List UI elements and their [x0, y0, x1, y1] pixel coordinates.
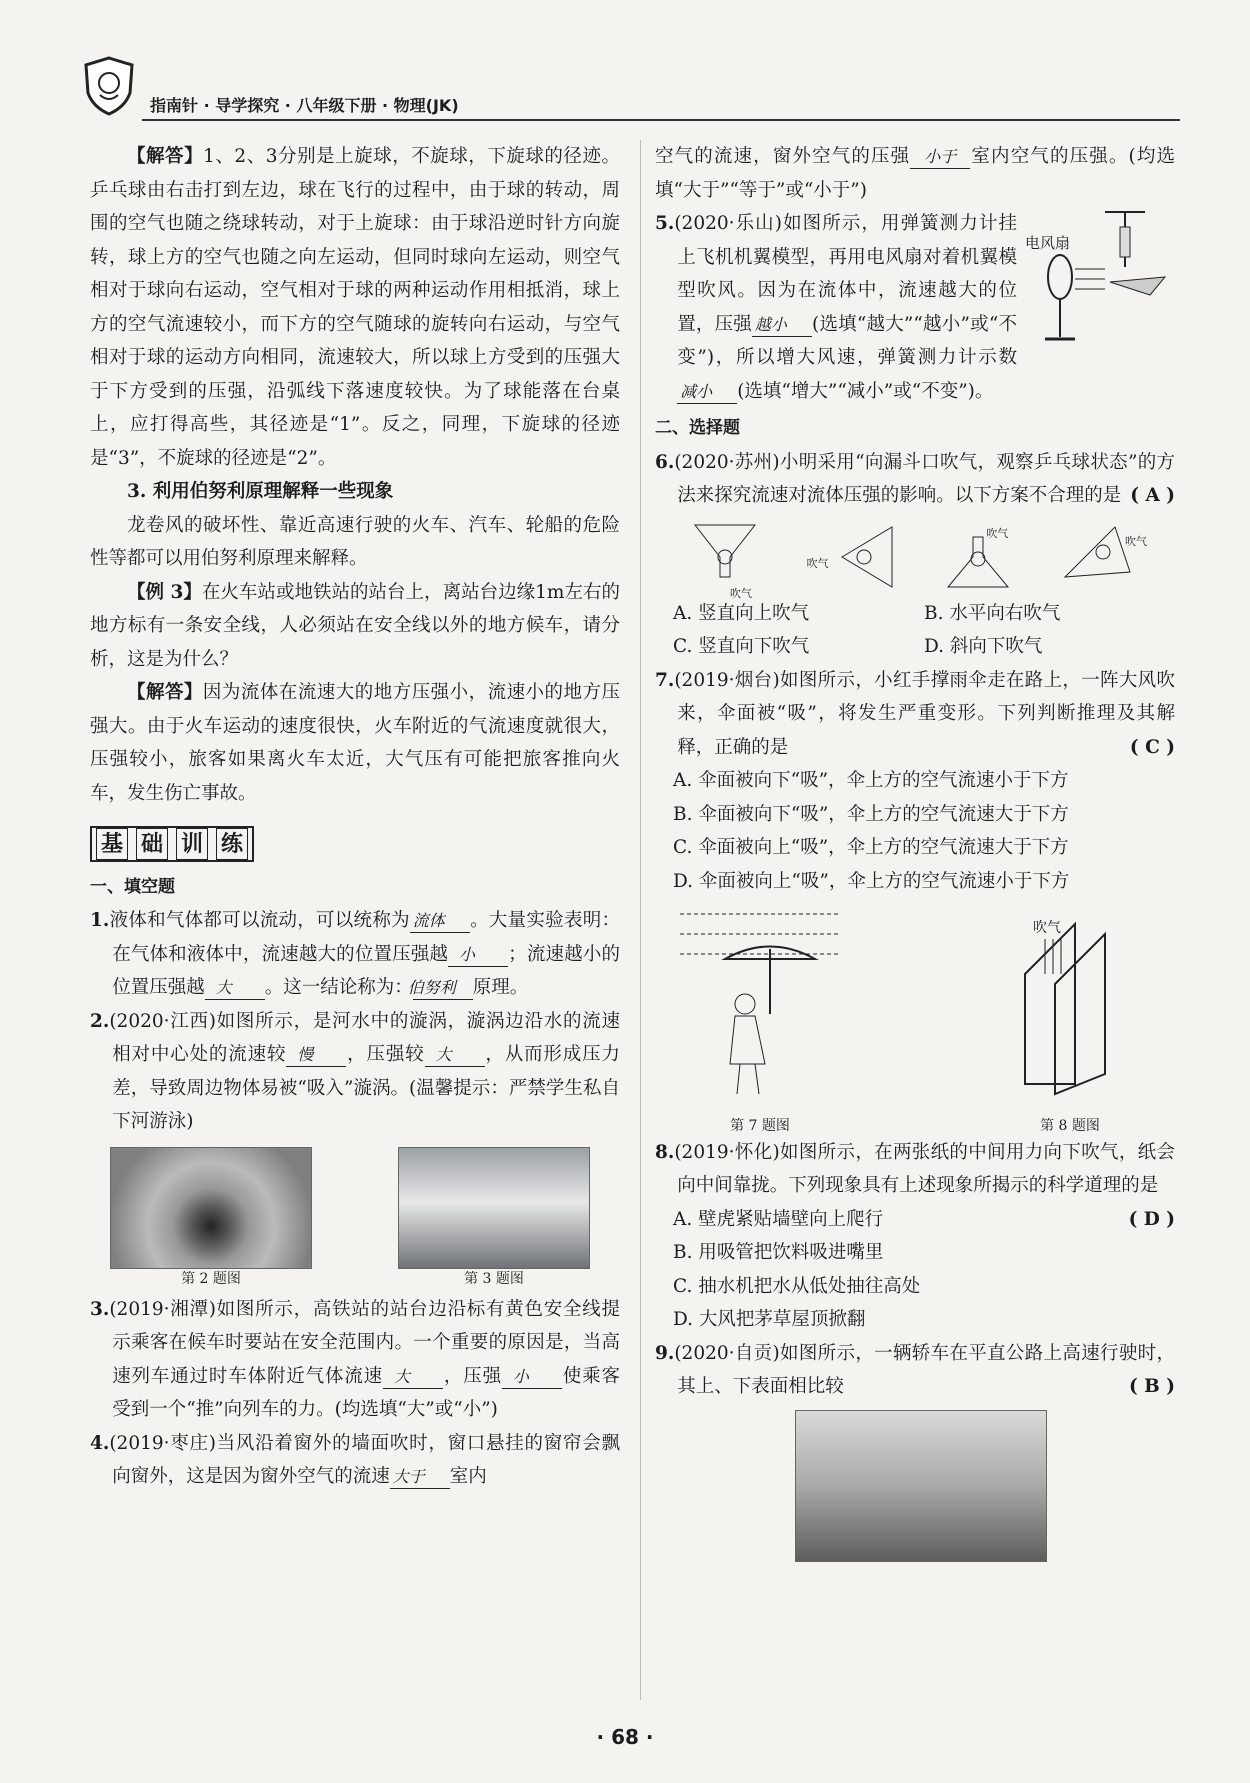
option: A. 壁虎紧贴墙壁向上爬行	[673, 1208, 884, 1230]
caption-fig3: 第 3 题图	[464, 1270, 524, 1287]
question-6: 6.(2020·苏州)小明采用“向漏斗口吹气，观察乒乓球状态”的方法来探究流速对流体压强的影响。以下方案不合理的是 ( A )	[655, 446, 1175, 513]
question-7: 7.(2019·烟台)如图所示，小红手撑雨伞走在路上，一阵大风吹来，伞面被“吸”，将发生严重变形。下列判断推理及其解释，正确的是 ( C )	[655, 664, 1175, 765]
section-fill-blank: 一、填空题	[90, 876, 175, 897]
answer-blank: 小	[502, 1366, 562, 1389]
answer-blank: 大	[425, 1044, 485, 1067]
option: B. 伞面被向下“吸”，伞上方的空气流速大于下方	[673, 803, 1069, 825]
answer-blank: 越小	[752, 314, 812, 337]
choice-answer: ( A )	[1130, 485, 1175, 506]
page-number: · 68 ·	[596, 1725, 654, 1749]
funnel-figures: 吹气 吹气 吹气 吹气	[675, 517, 1155, 597]
figures-2-3	[110, 1147, 590, 1289]
answer-blank: 减小	[677, 381, 737, 404]
q8-options	[655, 1203, 1175, 1337]
header-title: 指南针 · 导学探究 · 八年级下册 · 物理(JK)	[150, 96, 459, 115]
option: D. 斜向下吹气	[924, 636, 1043, 657]
option: A. 伞面被向下“吸”，伞上方的空气流速小于下方	[673, 770, 1069, 791]
left-column	[90, 140, 620, 1494]
figures-7-8	[675, 904, 1145, 1136]
q7-options	[655, 764, 1175, 898]
fan-figure	[1025, 207, 1175, 347]
question-4: 4.(2019·枣庄)当风沿着窗外的墙面吹时，窗口悬挂的窗帘会飘向窗外，这是因为窗外空气的流速 大于 室内	[90, 1432, 620, 1487]
option: B. 水平向右吹气	[924, 602, 1061, 624]
choice-answer: ( D )	[1128, 1208, 1175, 1230]
answer-blank: 大于	[390, 1466, 450, 1489]
fan-wing-diagram-icon	[1025, 207, 1175, 347]
train-photo	[398, 1147, 590, 1269]
right-column	[655, 140, 1175, 1562]
fan-label: 电风扇	[1025, 234, 1071, 252]
option: D. 伞面被向上“吸”，伞上方的空气流速小于下方	[673, 870, 1070, 892]
option: A. 竖直向上吹气	[673, 602, 810, 624]
choice-answer: ( B )	[1128, 1376, 1175, 1397]
para-3: 龙卷风的破坏性、靠近高速行驶的火车、汽车、轮船的危险性等都可以用伯努利原理来解释。	[90, 514, 620, 569]
option: C. 伞面被向上“吸”，伞上方的空气流速大于下方	[673, 837, 1069, 858]
answer-blank: 伯努利	[413, 977, 473, 1000]
caption-fig8: 第 8 题图	[1040, 1117, 1100, 1134]
heading-3: 3. 利用伯努利原理解释一些现象	[127, 481, 394, 502]
question-4-continued: 空气的流速，窗外空气的压强 小于 室内空气的压强。(均选填“大于”“等于”或“小于”)	[655, 146, 1175, 201]
answer-blank: 慢	[286, 1044, 346, 1067]
choice-answer: ( C )	[1129, 736, 1175, 758]
option: C. 竖直向下吹气	[673, 636, 810, 657]
question-5: 5.(2020·乐山)如图所示，用弹簧测力计挂上飞机机翼模型，再用电风扇对着机翼模型吹风。因为在流体中，流速越大的位置，压强 越小 (选填“越大”“越小”或“不变”)，所以增大风速，弹簧测力计示数减小 (选填“增大”“减小”或“不变”)。	[655, 213, 1017, 402]
answer-blank: 大	[383, 1366, 443, 1389]
answer-blank: 小	[448, 944, 508, 967]
car-photo	[795, 1410, 1047, 1562]
caption-fig2: 第 2 题图	[181, 1270, 241, 1287]
basic-training-badge: 基 础 训 练	[90, 826, 620, 863]
option: D. 大风把茅草屋顶掀翻	[673, 1309, 866, 1330]
question-8: 8.(2019·怀化)如图所示，在两张纸的中间用力向下吹气，纸会向中间靠拢。下列现象具有上述现象所揭示的科学道理的是 ( D )	[655, 1136, 1175, 1203]
funnel-icon	[675, 517, 775, 597]
shield-logo-icon	[80, 55, 138, 117]
question-3: 3.(2019·湘潭)如图所示，高铁站的站台边沿标有黄色安全线提示乘客在候车时要站在安全范围内。一个重要的原因是，当高速列车通过时车体附近气体流速 大 ，压强 小 使乘客受到一个“推”向列车的力。(均选填“大”或“小”)	[90, 1298, 620, 1420]
fig8-label: 吹气	[1033, 920, 1061, 936]
paper-sheets-icon	[995, 904, 1145, 1104]
funnel-icon	[928, 517, 1028, 597]
answer-blank: 小于	[910, 146, 970, 169]
page-header	[80, 55, 1180, 123]
answer-blank: 流体	[410, 910, 470, 933]
column-divider	[640, 140, 641, 1700]
answer-3: 【解答】因为流体在流速大的地方压强小，流速小的地方压强大。由于火车运动的速度很快，火车附近的气流速度就很大，压强较小，旅客如果离火车太近，大气压有可能把旅客推向火车，发生伤亡事故。	[90, 682, 620, 804]
umbrella-girl-icon	[675, 904, 845, 1104]
option: C. 抽水机把水从低处抽往高处	[673, 1275, 921, 1297]
section-choice: 二、选择题	[655, 418, 740, 438]
question-1: 1.液体和气体都可以流动，可以统称为 流体 。大量实验表明：在气体和液体中，流速越大的位置压强越 小 ；流速越小的位置压强越 大 。这一结论称为：伯努利 原理。	[90, 910, 620, 998]
answer-1: 【解答】1、2、3分别是上旋球，不旋球，下旋球的径迹。乒乓球由右击打到左边，球在飞行的过程中，由于球的转动，周围的空气也随之绕球转动，对于上旋球：由于球沿逆时针方向旋转，球上方的空气也随之向左运动，但同时球向左运动，则空气相对于球向右运动，空气相对于球的两种运动作用相抵消，球上方的空气流速较小，而下方的空气随球的旋转向右运动，与空气相对于球的运动方向相同，流速较大，所以球上方受到的压强大于下方受到的压强，沿弧线下落速度较快。为了球能落在台桌上，应打得高些，其径迹是“1”。反之，同理，下旋球的径迹是“3”，不旋球的径迹是“2”。	[90, 146, 620, 469]
caption-fig7: 第 7 题图	[730, 1117, 790, 1134]
whirlpool-photo	[110, 1147, 312, 1269]
option: B. 用吸管把饮料吸进嘴里	[673, 1242, 884, 1263]
question-2: 2.(2020·江西)如图所示，是河水中的漩涡，漩涡边沿水的流速相对中心处的流速较 慢 ，压强较 大 ，从而形成压力差，导致周边物体易被“吸入”漩涡。(温馨提示：严禁学生私自下河游泳)	[90, 1010, 620, 1132]
answer-blank: 大	[205, 977, 265, 1000]
question-5-block	[655, 207, 1175, 408]
example-3: 【例 3】在火车站或地铁站的站台上，离站台边缘1m左右的地方标有一条安全线，人必须站在安全线以外的地方候车，请分析，这是为什么？	[90, 581, 620, 670]
header-rule	[142, 119, 1180, 121]
question-9: 9.(2020·自贡)如图所示，一辆轿车在平直公路上高速行驶时，其上、下表面相比较 ( B )	[655, 1337, 1175, 1404]
